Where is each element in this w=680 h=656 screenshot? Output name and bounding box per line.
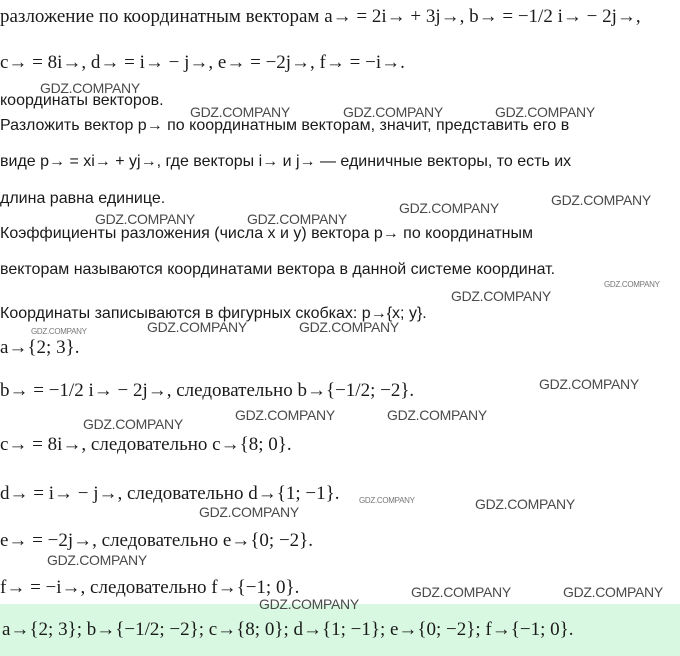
solution-line-4: Разложить вектор p→ по координатным векторам, значит, представить его в <box>0 117 570 134</box>
solution-line-7: Коэффициенты разложения (числа x и y) вектора p→ по координатным <box>0 225 533 242</box>
solution-line-3: координаты векторов. <box>0 92 164 109</box>
watermark: GDZ.COMPANY <box>399 200 499 216</box>
watermark: GDZ.COMPANY <box>31 327 87 336</box>
solution-line-15: f→ = −i→, следовательно f→{−1; 0}. <box>0 577 300 598</box>
watermark: GDZ.COMPANY <box>40 80 140 96</box>
watermark: GDZ.COMPANY <box>563 584 663 600</box>
watermark: GDZ.COMPANY <box>199 504 299 520</box>
watermark: GDZ.COMPANY <box>387 407 487 423</box>
solution-line-12: c→ = 8i→, следовательно c→{8; 0}. <box>0 434 292 455</box>
watermark: GDZ.COMPANY <box>495 104 595 120</box>
solution-line-13: d→ = i→ − j→, следовательно d→{1; −1}. <box>0 483 340 504</box>
watermark: GDZ.COMPANY <box>147 319 247 335</box>
solution-line-2: c→ = 8i→, d→ = i→ − j→, e→ = −2j→, f→ = −i→. <box>0 52 405 73</box>
watermark: GDZ.COMPANY <box>604 280 660 289</box>
answer-text: a→{2; 3}; b→{−1/2; −2}; c→{8; 0}; d→{1; −1}; e→{0; −2}; f→{−1; 0}. <box>2 619 574 640</box>
solution-line-11: b→ = −1/2 i→ − 2j→, следовательно b→{−1/2; −2}. <box>0 380 415 401</box>
watermark: GDZ.COMPANY <box>299 319 399 335</box>
watermark: GDZ.COMPANY <box>95 211 195 227</box>
solution-line-6: длина равна единице. <box>0 190 166 207</box>
watermark: GDZ.COMPANY <box>475 496 575 512</box>
watermark: GDZ.COMPANY <box>343 104 443 120</box>
watermark: GDZ.COMPANY <box>359 496 415 505</box>
watermark: GDZ.COMPANY <box>411 584 511 600</box>
watermark: GDZ.COMPANY <box>539 376 639 392</box>
watermark: GDZ.COMPANY <box>235 407 335 423</box>
solution-line-9: Координаты записываются в фигурных скобках: p→{x; y}. <box>0 305 427 322</box>
solution-line-5: виде p→ = xi→ + yj→, где векторы i→ и j→ — единичные векторы, то есть их <box>0 153 572 170</box>
watermark: GDZ.COMPANY <box>259 596 359 612</box>
watermark: GDZ.COMPANY <box>190 104 290 120</box>
solution-line-14: e→ = −2j→, следовательно e→{0; −2}. <box>0 530 314 551</box>
solution-line-1: разложение по координатным векторам a→ = 2i→ + 3j→, b→ = −1/2 i→ − 2j→, <box>0 6 641 27</box>
watermark: GDZ.COMPANY <box>247 211 347 227</box>
watermark: GDZ.COMPANY <box>451 288 551 304</box>
watermark: GDZ.COMPANY <box>47 552 147 568</box>
watermark: GDZ.COMPANY <box>83 416 183 432</box>
solution-line-8: векторам называются координатами вектора в данной системе координат. <box>0 261 556 278</box>
watermark: GDZ.COMPANY <box>551 192 651 208</box>
solution-line-10: a→{2; 3}. <box>0 337 80 358</box>
